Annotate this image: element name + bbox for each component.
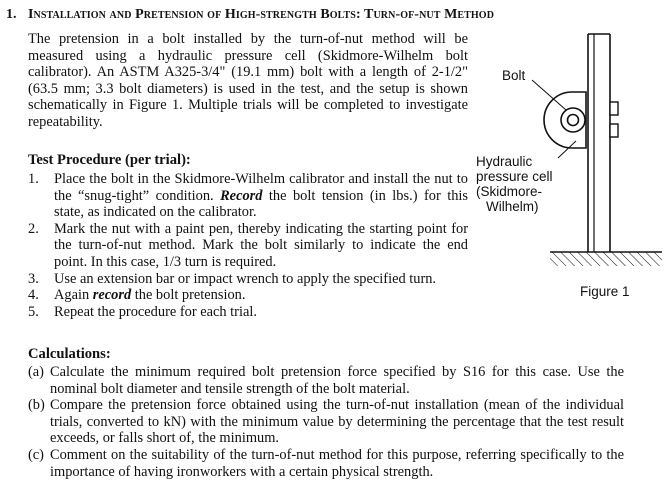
calculation-item [28,397,624,447]
pressure-cell-label [476,154,553,214]
item-text: Comment on the suitability of the turn-of-nut method for this purpose, referring specifically to the importance of having ironworkers with a certain physical strength. [50,446,624,480]
calculation-item [28,364,624,397]
item-text: Calculate the minimum required bolt pretension force specified by S16 for this case. Use the nominal bolt diameter and tensile strength of the bolt material. [50,364,624,397]
figure-caption: Figure 1 [580,284,630,299]
step-text: Repeat the procedure for each trial. [54,303,257,320]
procedure-step [28,221,468,271]
procedure-step [28,304,468,321]
item-label: (b) [28,397,45,414]
item-label: (c) [28,446,44,463]
calculations-heading: Calculations: [28,346,111,362]
step-emphasis: record [92,287,132,304]
procedure-step [28,271,468,288]
nut-upper [610,102,618,115]
step-number: 5. [28,303,39,320]
ground-hatch [550,252,662,266]
problem-heading [6,6,666,24]
step-number: 1. [28,171,39,187]
step-text-after: the bolt pretension. [131,287,246,304]
step-text-after: the bolt tension (in lbs.) for this state, as indicated on the calibrator. [54,187,468,221]
intro-paragraph: The pretension in a bolt installed by the turn-of-nut method will be measured using a hydraulic pressure cell (Skidmore-Wilhelm bolt calibrator). An ASTM A325-3/4" (19.1 mm) bolt with a length of 2-1/2" (63.5 mm; 3.3 bolt diameters) is used in the test, and the setup is shown schematically in Figure 1. Multiple trials will be completed to investigate repeatability. [28,31,468,130]
cell-label-line: Wilhelm) [486,199,539,214]
step-text: Place the bolt in the Skidmore-Wilhelm calibrator and install the nut to the “snug-tight” condition. [54,171,468,204]
nut-lower [610,124,618,137]
cell-label-line: (Skidmore- [476,184,543,199]
cell-label-line: Hydraulic [476,154,533,169]
calculations-list [28,364,624,480]
problem-title: Installation and Pretension of High-strength Bolts: Turn-of-nut Method [28,7,495,22]
item-text: Compare the pretension force obtained using the turn-of-nut installation (mean of the individual trials, converted to kN) with the minimum value by determining the percentage that the test result exceeds, or falls short of, the minimum. [50,397,624,447]
step-text: Again [54,287,93,304]
step-text: Mark the nut with a paint pen, thereby indicating the starting point for the turn-of-nut method. Mark the bolt similarly to indicate the end point. In this case, 1/3 turn is required. [54,220,468,270]
step-text: Use an extension bar or impact wrench to apply the specified turn. [54,270,437,287]
procedure-list [28,171,468,320]
bolt-label: Bolt [502,68,526,83]
calculation-item [28,447,624,480]
procedure-step [28,287,468,304]
figure-1 [472,28,668,303]
cell-label-line: pressure cell [476,169,553,184]
bolt-shank [568,115,579,126]
item-label: (a) [28,364,44,380]
step-number: 3. [28,270,39,287]
problem-number: 1. [6,7,17,22]
step-number: 4. [28,287,39,304]
test-procedure-heading: Test Procedure (per trial): [28,152,191,168]
procedure-step [28,171,468,221]
step-number: 2. [28,220,39,237]
step-emphasis: Record [220,187,263,204]
